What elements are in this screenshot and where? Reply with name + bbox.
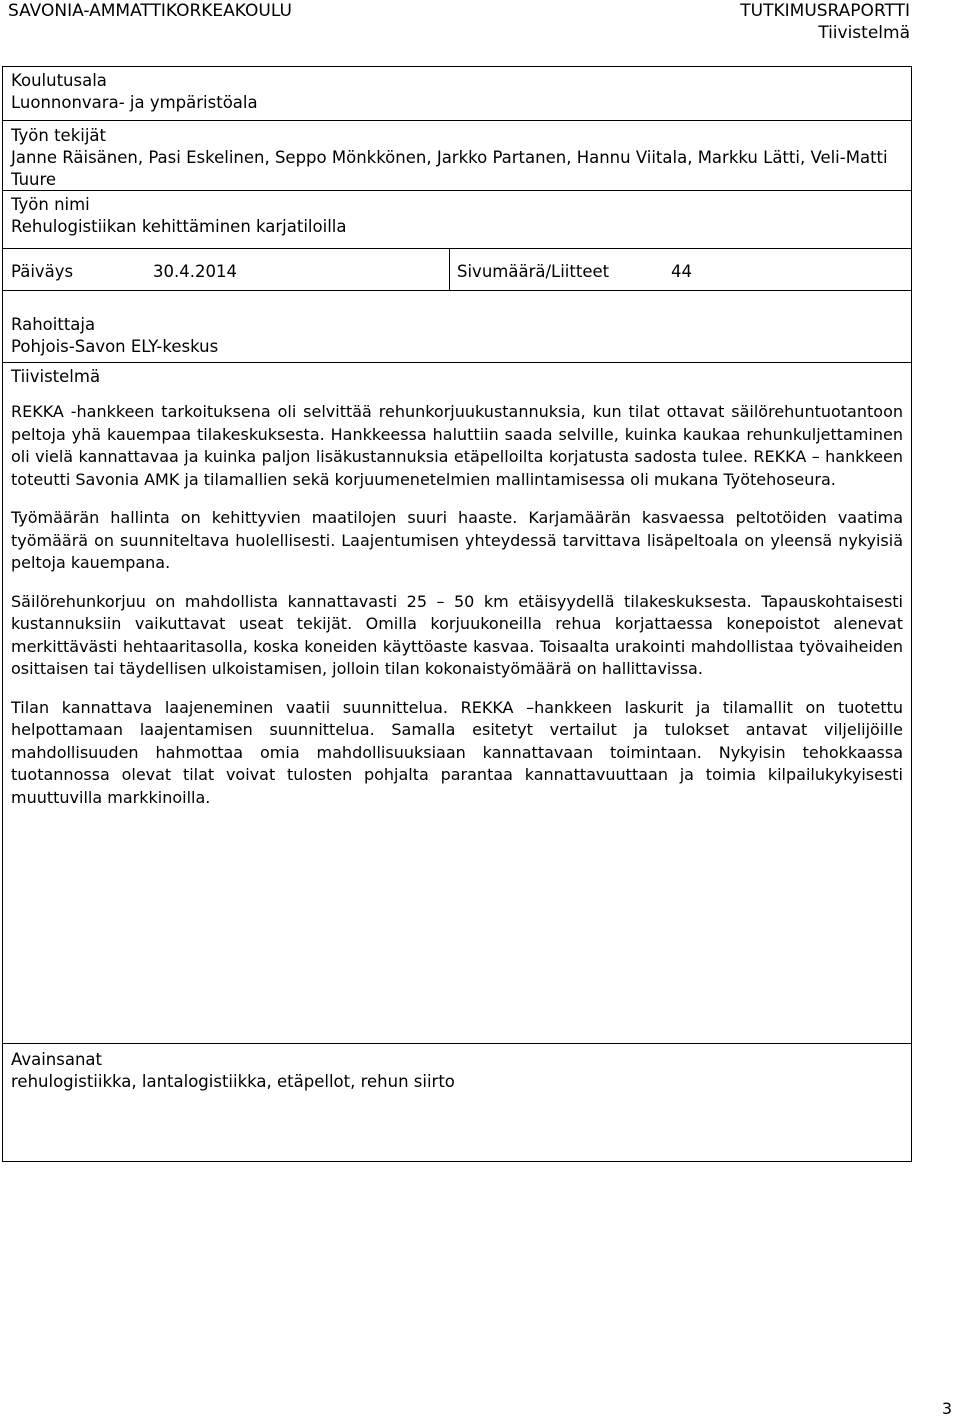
report-section: Tiivistelmä: [818, 23, 910, 43]
abstract-paragraph-4: Tilan kannattava laajeneminen vaatii suunnittelua. REKKA –hankkeen laskurit ja tilamallit on tuotettu helpottamaan laajentamisen suunnittelua. Samalla esitetyt vertailut ja tulokset antavat viljelijöille mahdollisuuden hahmottaa omia mahdollisuuksiaan kannattavaan toimintaan. Nykyisin tehokkaassa tuotannossa olevat tilat voivat tulosten pohjalta parantaa kannattavuuttaan ja toimia kilpailukykyisesti muuttuvilla markkinoilla.: [11, 697, 903, 807]
rahoittaja-value: Pohjois-Savon ELY-keskus: [11, 337, 219, 356]
field-tiivistelma: [3, 363, 911, 1044]
abstract-form: [2, 66, 912, 1162]
field-tyon-nimi: [3, 191, 911, 249]
koulutusala-label: Koulutusala: [11, 71, 107, 90]
sivumaara-label: Sivumäärä/Liitteet: [457, 262, 610, 281]
institution-name: SAVONIA-AMMATTIKORKEAKOULU: [8, 1, 292, 21]
report-type: TUTKIMUSRAPORTTI: [740, 1, 910, 21]
koulutusala-value: Luonnonvara- ja ympäristöala: [11, 93, 258, 112]
paivays-value: 30.4.2014: [153, 262, 237, 281]
field-avainsanat: [3, 1044, 911, 1161]
avainsanat-value: rehulogistiikka, lantalogistiikka, etäpellot, rehun siirto: [11, 1072, 455, 1091]
abstract-paragraph-3: Säilörehunkorjuu on mahdollista kannattavasti 25 – 50 km etäisyydellä tilakeskuksesta. Tapauskohtaisesti kustannuksiin vaikuttavat useat tekijät. Omilla korjuukoneilla rehua korjattaessa konepoistot alenevat merkittävästi hehtaaritasolla, koska koneiden käyttöaste kasvaa. Toisaalta urakointi mahdollistaa työvaiheiden osittaisen tai täydellisen ulkoistamisen, jolloin tilan kokonaistyömäärä on hallittavissa.: [11, 591, 903, 678]
page-number: 3: [941, 1399, 952, 1418]
nimi-value: Rehulogistiikan kehittäminen karjatiloilla: [11, 217, 347, 236]
paivays-label: Päiväys: [11, 262, 74, 281]
tekijat-value: Janne Räisänen, Pasi Eskelinen, Seppo Mönkkönen, Jarkko Partanen, Hannu Viitala, Markku Lätti, Veli-Matti Tuure: [11, 148, 888, 189]
sivumaara-value: 44: [671, 262, 692, 281]
report-header: [740, 0, 910, 44]
avainsanat-label: Avainsanat: [11, 1050, 102, 1069]
nimi-label: Työn nimi: [11, 195, 90, 214]
field-koulutusala: [3, 67, 911, 121]
field-rahoittaja: [3, 291, 911, 363]
tiivistelma-label: Tiivistelmä: [11, 367, 101, 386]
abstract-paragraph-2: Työmäärän hallinta on kehittyvien maatilojen suuri haaste. Karjamäärän kasvaessa peltotöiden vaatima työmäärä on suunniteltava huolellisesti. Laajentumisen yhteydessä tarvittava lisäpeltoala on yleensä nykyisiä peltoja kauempana.: [11, 508, 903, 572]
field-date-pages: [3, 249, 911, 291]
rahoittaja-label: Rahoittaja: [11, 315, 96, 334]
cell-divider: [449, 249, 450, 290]
field-tekijat: [3, 121, 911, 191]
abstract-paragraph-1: REKKA -hankkeen tarkoituksena oli selvittää rehunkorjuukustannuksia, kun tilat ottavat säilörehuntuotantoon peltoja yhä kauempaa tilakeskuksesta. Hankkeessa haluttiin saada selville, kuinka kaukaa rehunkuljettaminen oli vielä kannattavaa ja kuinka paljon lisäkustannuksia etäpelloilta korjatusta sadosta tulee. REKKA – hankkeen toteutti Savonia AMK ja tilamallien sekä korjuumenetelmien mallintamisessa oli mukana Työtehoseura.: [11, 402, 903, 489]
tekijat-label: Työn tekijät: [11, 126, 106, 145]
